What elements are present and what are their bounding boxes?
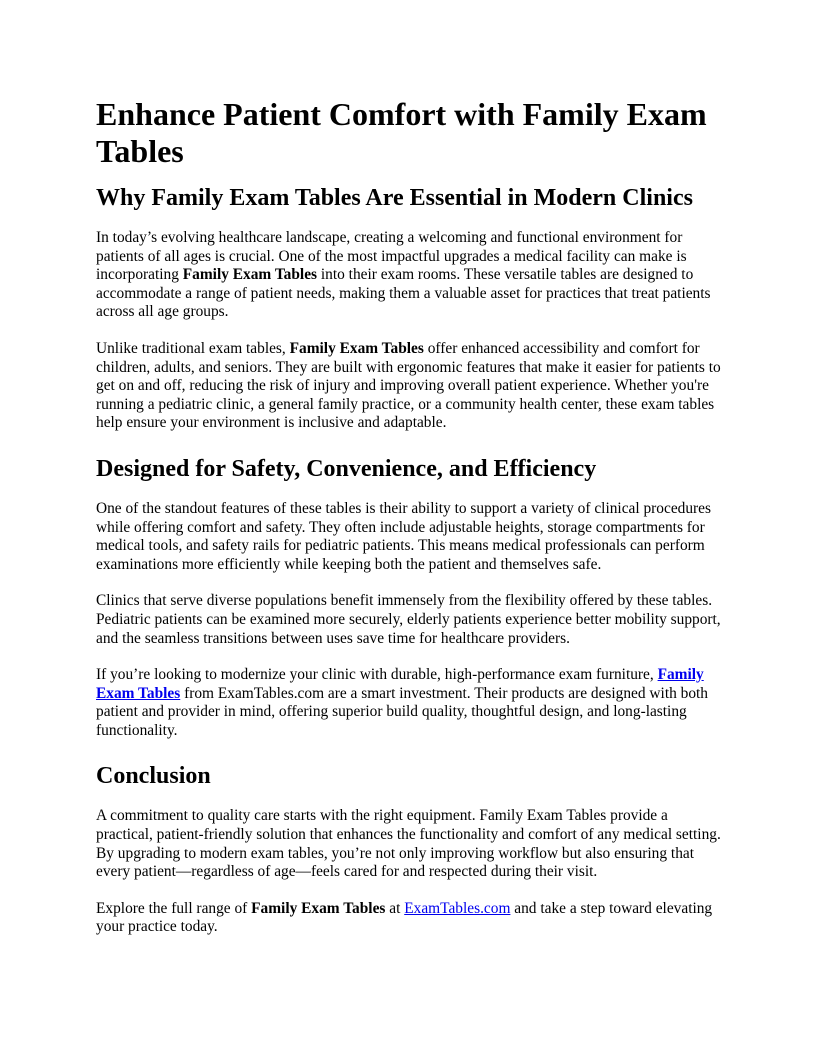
paragraph-text: Explore the full range of	[96, 899, 252, 917]
paragraph-text: offer enhanced accessibility and comfort for children, adults, and seniors. They are built with ergonomic features that make it easier for patients to get on and off, reducing the risk of injury and improving overall patient experience. Whether you're running a pediatric clinic, a general family practice, or a community health center, these exam tables help ensure your environment is inclusive and adaptable.	[96, 339, 721, 432]
paragraph-explore	[96, 900, 724, 937]
paragraph-clinics: Clinics that serve diverse populations benefit immensely from the flexibility offered by these tables. Pediatric patients can be examined more securely, elderly patients experience better mobility support, and the seamless transitions between uses save time for healthcare providers.	[96, 592, 721, 647]
paragraph-text: from ExamTables.com are a smart investment. Their products are designed with both patient and provider in mind, offering superior build quality, thoughtful design, and long-lasting functionality.	[96, 684, 709, 739]
paragraph-commitment: A commitment to quality care starts with the right equipment. Family Exam Tables provide a practical, patient-friendly solution that enhances the functionality and comfort of any medical setting. By upgrading to modern exam tables, you’re not only improving workflow but also ensuring that every patient—regardless of age—feels cared for and respected during their visit.	[96, 807, 721, 881]
paragraph-text: at	[385, 899, 405, 917]
paragraph-text: Unlike traditional exam tables,	[96, 339, 290, 357]
examtables-link[interactable]: ExamTables.com	[404, 899, 511, 917]
family-exam-tables-link[interactable]: Family Exam Tables	[96, 666, 704, 702]
section-heading-conclusion: Conclusion	[96, 763, 211, 790]
paragraph-unlike	[96, 340, 724, 433]
bold-keyword: Family Exam Tables	[289, 339, 424, 357]
section-heading-essential: Why Family Exam Tables Are Essential in Modern Clinics	[96, 185, 693, 211]
bold-keyword: Family Exam Tables	[182, 266, 318, 284]
paragraph-text: and take a step toward elevating your practice today.	[96, 899, 713, 936]
paragraph-text: into their exam rooms. These versatile tables are designed to accommodate a range of patient needs, making them a valuable asset for practices that treat patients across all age groups.	[96, 266, 711, 321]
section-heading-safety: Designed for Safety, Convenience, and Efficiency	[96, 455, 597, 482]
paragraph-intro	[96, 229, 724, 322]
page-title: Enhance Patient Comfort with Family Exam Tables	[96, 96, 707, 169]
bold-keyword: Family Exam Tables	[251, 899, 386, 917]
paragraph-features: One of the standout features of these tables is their ability to support a variety of clinical procedures while offering comfort and safety. They often include adjustable heights, storage compartments for medical tools, and safety rails for pediatric patients. This means medical professionals can perform examinations more efficiently while keeping both the patient and themselves safe.	[96, 499, 712, 573]
paragraph-text: If you’re looking to modernize your clinic with durable, high-performance exam furniture,	[96, 666, 658, 684]
paragraph-text: In today’s evolving healthcare landscape, creating a welcoming and functional environment for patients of all ages is crucial. One of the most impactful upgrades a medical facility can make is incorporating	[96, 229, 687, 284]
paragraph-modernize	[96, 666, 724, 740]
document-page	[96, 96, 724, 955]
